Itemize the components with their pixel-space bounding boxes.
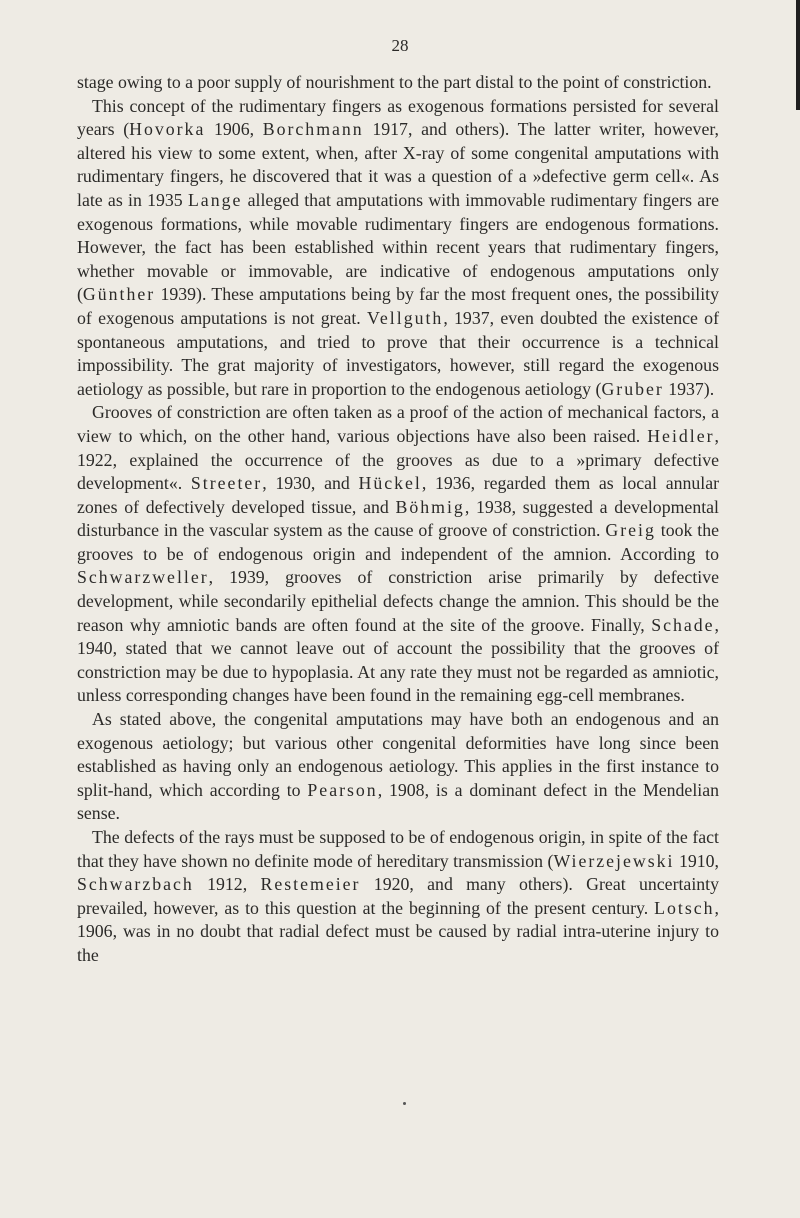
paragraph-5 xyxy=(77,826,719,968)
text-segment: 1939). These amputations being by far the most frequent ones, the possibility of exogenous amputations is not great. xyxy=(77,284,719,328)
text-segment: , 1930, and xyxy=(262,473,359,494)
text-segment: , 1922, explained the occurrence of the grooves as due to a »primary defective development«. xyxy=(77,425,719,494)
author-name: Borchmann xyxy=(262,119,364,140)
text-segment: 1910, xyxy=(674,850,719,871)
paragraph-1 xyxy=(77,71,719,95)
author-name: Schade xyxy=(651,614,715,635)
paragraph-2 xyxy=(77,95,719,402)
text-segment: 1920, and many others). Great uncertainty prevailed, however, as to this question at the beginning of the present century. xyxy=(77,874,719,918)
text-segment: 1917, and others). The latter writer, however, altered his view to some extent, when, after X-ray of some congenital amputations with rudimentary fingers, he discovered that it was a question of a »defective germ cell«. As late as in 1935 xyxy=(77,119,719,210)
text-segment: , 1906, was in no doubt that radial defect must be caused by radial intra-uterine injury to the xyxy=(77,897,719,965)
stray-dot xyxy=(403,1102,406,1105)
author-name: Pearson xyxy=(307,779,378,800)
text-segment: alleged that amputations with immovable rudimentary fingers are exogenous formations, while movable rudimentary fingers are endogenous formations. However, the fact has been established within recent years that rudimentary fingers, whether movable or immovable, are indicative of endogenous amputations only ( xyxy=(77,189,720,305)
text-segment: , 1908, is a dominant defect in the Mendelian sense. xyxy=(77,779,719,824)
author-name: Streeter xyxy=(190,473,263,494)
author-name: Lotsch xyxy=(654,897,715,918)
body-text xyxy=(77,71,719,968)
author-name: Heidler xyxy=(647,425,715,446)
author-name: Günther xyxy=(82,284,156,305)
author-name: Lange xyxy=(187,189,243,210)
text-segment: took the grooves to be of endogenous origin and independent of the amnion. According to xyxy=(77,520,719,564)
author-name: Böhmig xyxy=(395,496,465,517)
text-segment: Grooves of constriction are often taken as a proof of the action of mechanical factors, a view to which, on the other hand, various objections have also been raised. xyxy=(77,402,719,446)
author-name: Schwarzbach xyxy=(77,874,194,895)
author-name: Greig xyxy=(605,520,656,541)
text-segment: The defects of the rays must be supposed to be of endogenous origin, in spite of the fact that they have shown no definite mode of hereditary transmission ( xyxy=(77,827,719,871)
text-segment: , 1939, grooves of constriction arise primarily by defective development, while secondarily epithelial defects change the amnion. This should be the reason why amniotic bands are often found at the site of the groove. Finally, xyxy=(77,567,719,635)
author-name: Gruber xyxy=(601,378,664,399)
author-name: Hückel xyxy=(358,473,422,494)
text-segment: 1912, xyxy=(193,874,261,895)
paragraph-3 xyxy=(77,401,719,708)
paragraph-4 xyxy=(77,708,719,826)
text-segment: stage owing to a poor supply of nourishment to the part distal to the point of constriction. xyxy=(77,72,712,92)
text-segment: This concept of the rudimentary fingers as exogenous formations persisted for several years ( xyxy=(77,95,719,140)
author-name: Hovorka xyxy=(129,119,206,140)
text-segment: , 1937, even doubted the existence of spontaneous amputations, and tried to prove that their occurrence is a technical impossibility. The grat majority of investigators, however, still regard the exogenous aetiology as possible, but rare in proportion to the endogenous aetiology ( xyxy=(77,307,719,399)
text-segment: As stated above, the congenital amputations may have both an endogenous and an exogenous aetiology; but various other congenital deformities have long since been established as having only an endogenous aetiology. This applies in the first instance to split-hand, which according to xyxy=(77,709,719,800)
author-name: Schwarzweller xyxy=(77,567,209,588)
text-segment: , 1940, stated that we cannot leave out of account the possibility that the grooves of constriction may be due to hypoplasia. At any rate they must not be regarded as amniotic, unless corresponding changes have been found in the remaining egg-cell membranes. xyxy=(77,614,719,706)
author-name: Vellguth xyxy=(367,307,444,328)
text-segment: , 1936, regarded them as local annular zones of defectively developed tissue, and xyxy=(77,473,720,517)
author-name: Wierzejewski xyxy=(553,850,675,871)
page-number: 28 xyxy=(391,36,409,55)
author-name: Restemeier xyxy=(260,874,361,895)
text-segment: 1906, xyxy=(205,119,263,140)
text-segment: , 1938, suggested a developmental disturbance in the vascular system as the cause of groove of constriction. xyxy=(77,496,719,541)
text-segment: 1937). xyxy=(663,378,715,399)
